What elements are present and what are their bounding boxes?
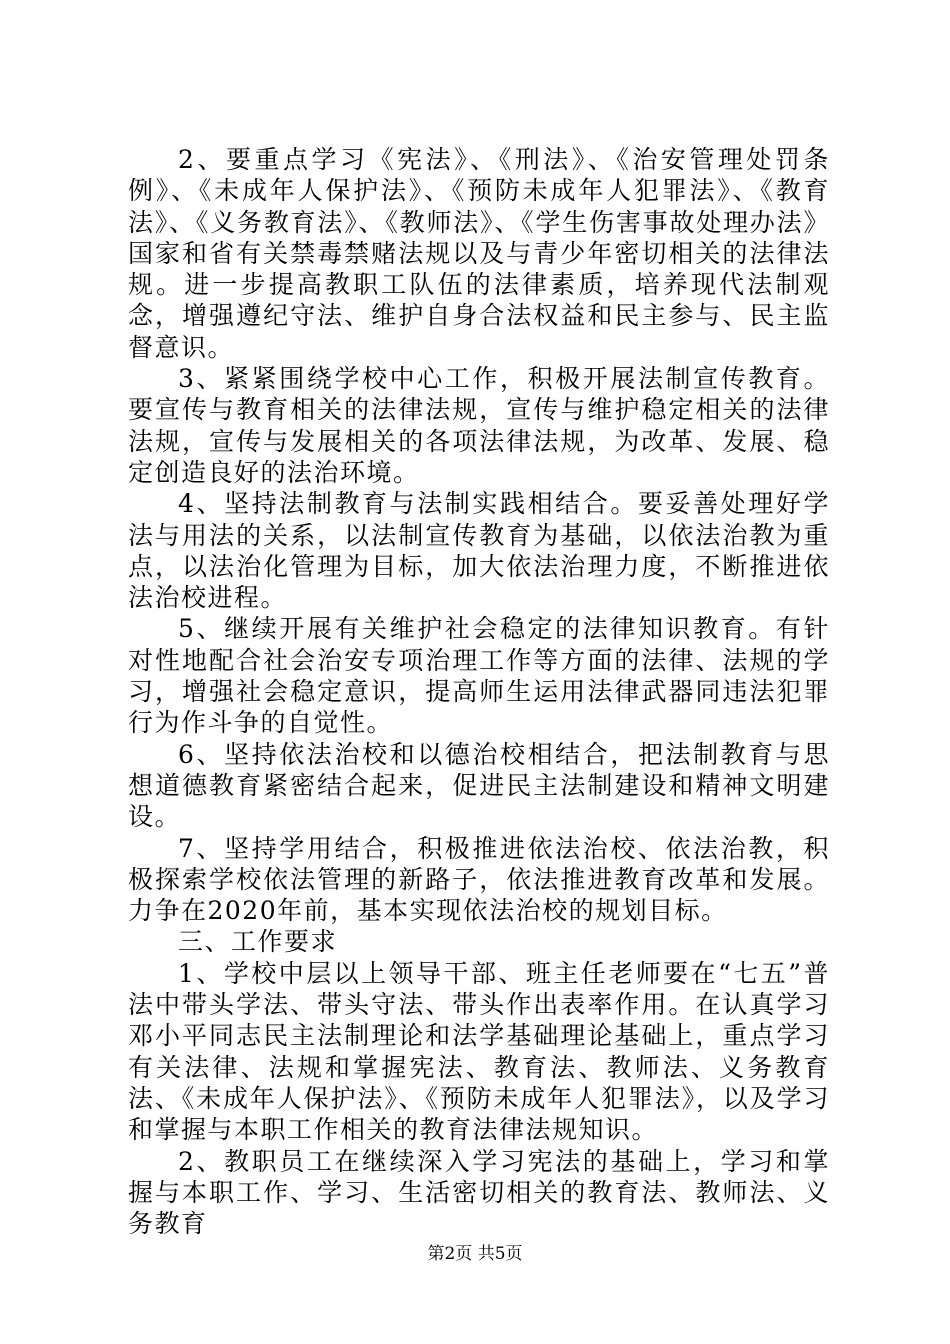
- paragraph-item-4: 4、坚持法制教育与法制实践相结合。要妥善处理好学法与用法的关系，以法制宣传教育为基础，以依法治教为重点，以法治化管理为目标，加大依法治理力度，不断推进依法治校进程。: [128, 489, 830, 613]
- requirement-item-1: 1、学校中层以上领导干部、班主任老师要在“七五”普法中带头学法、带头守法、带头作出表率作用。在认真学习邓小平同志民主法制理论和法学基础理论基础上，重点学习有关法律、法规和掌握宪法、教育法、教师法、义务教育法、《未成年人保护法》、《预防未成年人犯罪法》，以及学习和掌握与本职工作相关的教育法律法规知识。: [128, 958, 830, 1145]
- paragraph-item-2: 2、要重点学习《宪法》、《刑法》、《治安管理处罚条例》、《未成年人保护法》、《预防未成年人犯罪法》、《教育法》、《义务教育法》、《教师法》、《学生伤害事故处理办法》国家和省有关禁毒禁赌法规以及与青少年密切相关的法律法规。进一步提高教职工队伍的法律素质，培养现代法制观念，增强遵纪守法、维护自身合法权益和民主参与、民主监督意识。: [128, 145, 830, 362]
- page-footer: [0, 1243, 950, 1265]
- paragraph-item-7: 7、坚持学用结合，积极推进依法治校、依法治教，积极探索学校依法管理的新路子，依法推进教育改革和发展。力争在2020年前，基本实现依法治校的规划目标。: [128, 833, 830, 926]
- paragraph-item-5: 5、继续开展有关维护社会稳定的法律知识教育。有针对性地配合社会治安专项治理工作等方面的法律、法规的学习，增强社会稳定意识，提高师生运用法律武器同违法犯罪行为作斗争的自觉性。: [128, 614, 830, 738]
- section-heading: 三、工作要求: [178, 927, 338, 957]
- paragraph-item-6: 6、坚持依法治校和以德治校相结合，把法制教育与思想道德教育紧密结合起来，促进民主法制建设和精神文明建设。: [128, 739, 830, 832]
- page-number: 第2页 共5页: [427, 1244, 523, 1264]
- paragraph-item-3: 3、紧紧围绕学校中心工作，积极开展法制宣传教育。要宣传与教育相关的法律法规，宣传与维护稳定相关的法律法规，宣传与发展相关的各项法律法规，为改革、发展、稳定创造良好的法治环境。: [128, 364, 830, 487]
- document-body: [128, 144, 830, 1239]
- requirement-item-2: 2、教职员工在继续深入学习宪法的基础上，学习和掌握与本职工作、学习、生活密切相关的教育法、教师法、义务教育: [128, 1146, 830, 1239]
